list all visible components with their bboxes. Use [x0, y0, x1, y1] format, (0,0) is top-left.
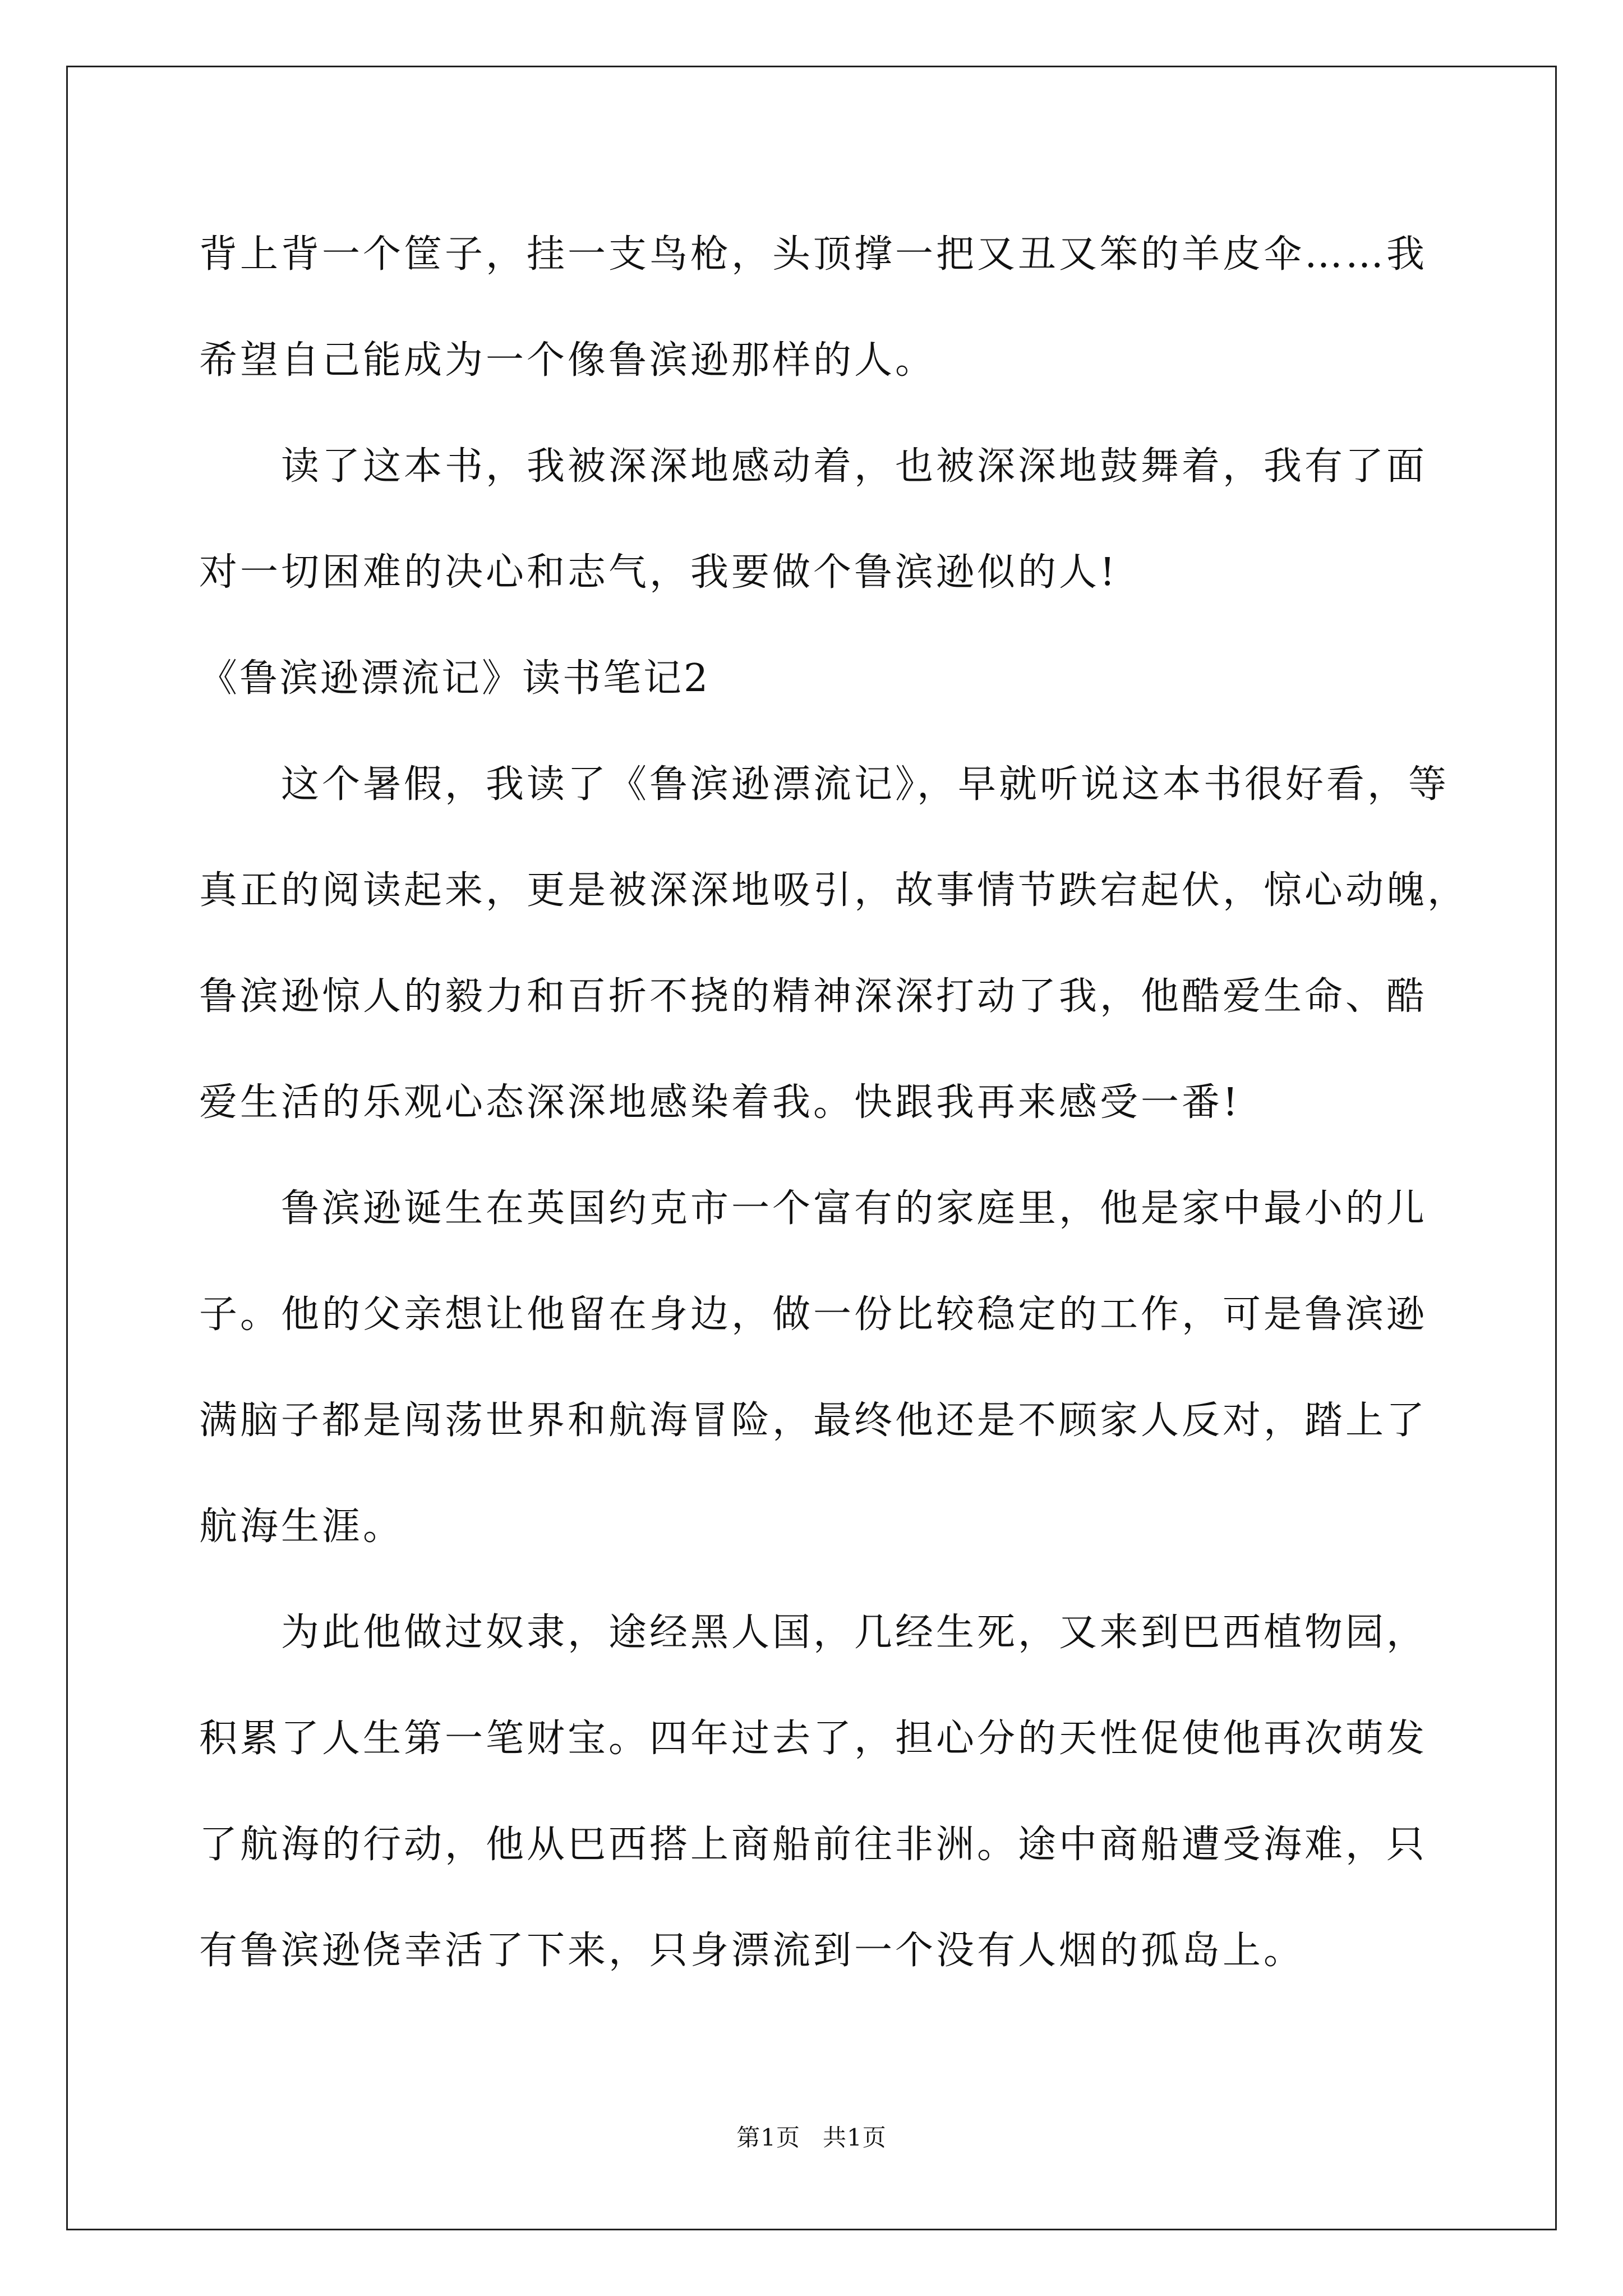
- paragraph-start-line: 为此他做过奴隶，途经黑人国，几经生死，又来到巴西植物园，: [281, 1611, 1428, 1655]
- paragraph-start-line: 读了这本书，我被深深地感动着，也被深深地鼓舞着，我有了面: [281, 444, 1428, 489]
- text-line: 爱生活的乐观心态深深地感染着我。快跟我再来感受一番!: [199, 1080, 1241, 1125]
- text-line: 希望自己能成为一个像鲁滨逊那样的人。: [199, 338, 937, 383]
- text-line: 满脑子都是闯荡世界和航海冒险，最终他还是不顾家人反对，踏上了: [199, 1398, 1428, 1443]
- paragraph-start-line: 这个暑假，我读了《鲁滨逊漂流记》，早就听说这本书很好看，等: [281, 762, 1450, 807]
- text-line: 有鲁滨逊侥幸活了下来，只身漂流到一个没有人烟的孤岛上。: [199, 1929, 1305, 1973]
- text-line: 真正的阅读起来，更是被深深地吸引，故事情节跌宕起伏，惊心动魄，: [199, 868, 1469, 913]
- text-line: 背上背一个筐子，挂一支鸟枪，头顶撑一把又丑又笨的羊皮伞……我: [199, 232, 1428, 277]
- document-body: [199, 222, 1469, 2024]
- text-line: 了航海的行动，他从巴西搭上商船前往非洲。途中商船遭受海难，只: [199, 1823, 1428, 1867]
- page-total: 共1页: [823, 2124, 887, 2151]
- text-line: 积累了人生第一笔财宝。四年过去了，担心分的天性促使他再次萌发: [199, 1717, 1428, 1761]
- text-line: 对一切困难的决心和志气，我要做个鲁滨逊似的人!: [199, 550, 1118, 595]
- paragraph-start-line: 鲁滨逊诞生在英国约克市一个富有的家庭里，他是家中最小的儿: [281, 1186, 1428, 1231]
- text-line: 鲁滨逊惊人的毅力和百折不挠的精神深深打动了我，他酷爱生命、酷: [199, 974, 1428, 1019]
- page-footer: [0, 2119, 1623, 2153]
- text-line: 子。他的父亲想让他留在身边，做一份比较稳定的工作，可是鲁滨逊: [199, 1292, 1428, 1337]
- page-number: 第1页: [736, 2124, 800, 2151]
- text-line: 航海生涯。: [199, 1504, 404, 1549]
- section-heading: 《鲁滨逊漂流记》读书笔记2: [199, 656, 711, 701]
